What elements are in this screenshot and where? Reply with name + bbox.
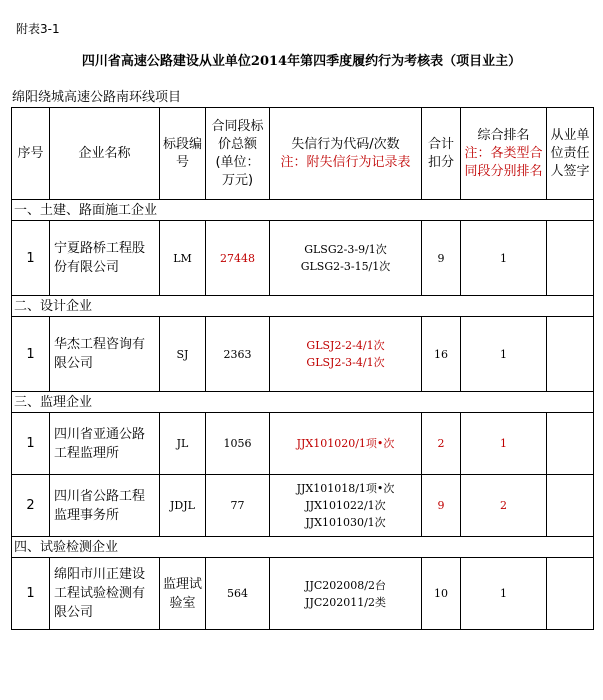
- header-contract-amount: 合同段标价总额(单位：万元): [206, 108, 270, 200]
- cell-company: 华杰工程咨询有限公司: [50, 317, 160, 392]
- cell-section: JDJL: [160, 475, 206, 537]
- cell-signature: [547, 558, 594, 630]
- header-ranking-label: 综合排名: [477, 127, 530, 143]
- cell-codes: [270, 413, 422, 475]
- cell-company: 宁夏路桥工程股份有限公司: [50, 221, 160, 296]
- header-violation-note: 注：附失信行为记录表: [280, 154, 411, 170]
- section-row: [12, 392, 594, 413]
- header-total-deduction: 合计扣分: [422, 108, 461, 200]
- cell-company: 绵阳市川正建设工程试验检测有限公司: [50, 558, 160, 630]
- code-line: JJC202008/2台: [305, 578, 386, 592]
- cell-score: 9: [422, 475, 461, 537]
- page-title: 四川省高速公路建设从业单位2014年第四季度履约行为考核表（项目业主）: [81, 54, 522, 69]
- table-row: [12, 475, 594, 537]
- code-line: JJX101020/1项•次: [296, 437, 395, 450]
- cell-signature: [547, 475, 594, 537]
- code-line: JJX101030/1次: [305, 516, 386, 529]
- header-seq: 序号: [12, 108, 50, 200]
- header-company: 企业名称: [50, 108, 160, 200]
- section-title: 一、土建、路面施工企业: [12, 200, 594, 221]
- header-ranking: [461, 108, 547, 200]
- cell-codes: [270, 475, 422, 537]
- section-title: 四、试验检测企业: [12, 537, 594, 558]
- code-line: JJX101018/1项•次: [296, 482, 395, 495]
- cell-codes: [270, 317, 422, 392]
- header-violation: [270, 108, 422, 200]
- assessment-table: [11, 107, 594, 630]
- code-line: JJX101022/1次: [305, 499, 386, 512]
- cell-signature: [547, 317, 594, 392]
- cell-seq: 1: [12, 317, 50, 392]
- section-row: [12, 296, 594, 317]
- cell-amount: 27448: [206, 221, 270, 296]
- cell-signature: [547, 413, 594, 475]
- cell-amount: 77: [206, 475, 270, 537]
- cell-score: 2: [422, 413, 461, 475]
- cell-section: 监理试验室: [160, 558, 206, 630]
- header-ranking-note: 注：各类型合同段分别排名: [464, 145, 543, 179]
- section-title: 三、监理企业: [12, 392, 594, 413]
- table-row: [12, 558, 594, 630]
- cell-score: 10: [422, 558, 461, 630]
- cell-section: JL: [160, 413, 206, 475]
- cell-amount: 1056: [206, 413, 270, 475]
- table-row: [12, 317, 594, 392]
- cell-amount: 564: [206, 558, 270, 630]
- table-row: [12, 221, 594, 296]
- table-row: [12, 413, 594, 475]
- code-line: JJC202011/2类: [305, 595, 386, 609]
- cell-codes: [270, 558, 422, 630]
- cell-section: SJ: [160, 317, 206, 392]
- cell-score: 16: [422, 317, 461, 392]
- header-row: [12, 108, 594, 200]
- cell-seq: 1: [12, 221, 50, 296]
- header-violation-code: 失信行为代码/次数: [291, 136, 400, 152]
- code-line: GLSG2-3-15/1次: [300, 260, 391, 273]
- cell-rank: 1: [461, 317, 547, 392]
- cell-rank: 1: [461, 558, 547, 630]
- cell-codes: [270, 221, 422, 296]
- cell-seq: 1: [12, 558, 50, 630]
- cell-rank: 1: [461, 221, 547, 296]
- cell-score: 9: [422, 221, 461, 296]
- code-line: GLSG2-3-9/1次: [304, 243, 387, 256]
- cell-amount: 2363: [206, 317, 270, 392]
- header-signature: 从业单位责任人签字: [547, 108, 594, 200]
- annex-label: 附表3-1: [16, 22, 60, 36]
- cell-company: 四川省亚通公路工程监理所: [50, 413, 160, 475]
- cell-signature: [547, 221, 594, 296]
- project-name: 绵阳绕城高速公路南环线项目: [12, 90, 182, 105]
- code-line: GLSJ2-2-4/1次: [306, 339, 385, 352]
- cell-section: LM: [160, 221, 206, 296]
- cell-seq: 1: [12, 413, 50, 475]
- cell-rank: 1: [461, 413, 547, 475]
- section-row: [12, 537, 594, 558]
- cell-seq: 2: [12, 475, 50, 537]
- section-row: [12, 200, 594, 221]
- section-title: 二、设计企业: [12, 296, 594, 317]
- cell-company: 四川省公路工程监理事务所: [50, 475, 160, 537]
- cell-rank: 2: [461, 475, 547, 537]
- header-section-code: 标段编号: [160, 108, 206, 200]
- code-line: GLSJ2-3-4/1次: [306, 356, 385, 369]
